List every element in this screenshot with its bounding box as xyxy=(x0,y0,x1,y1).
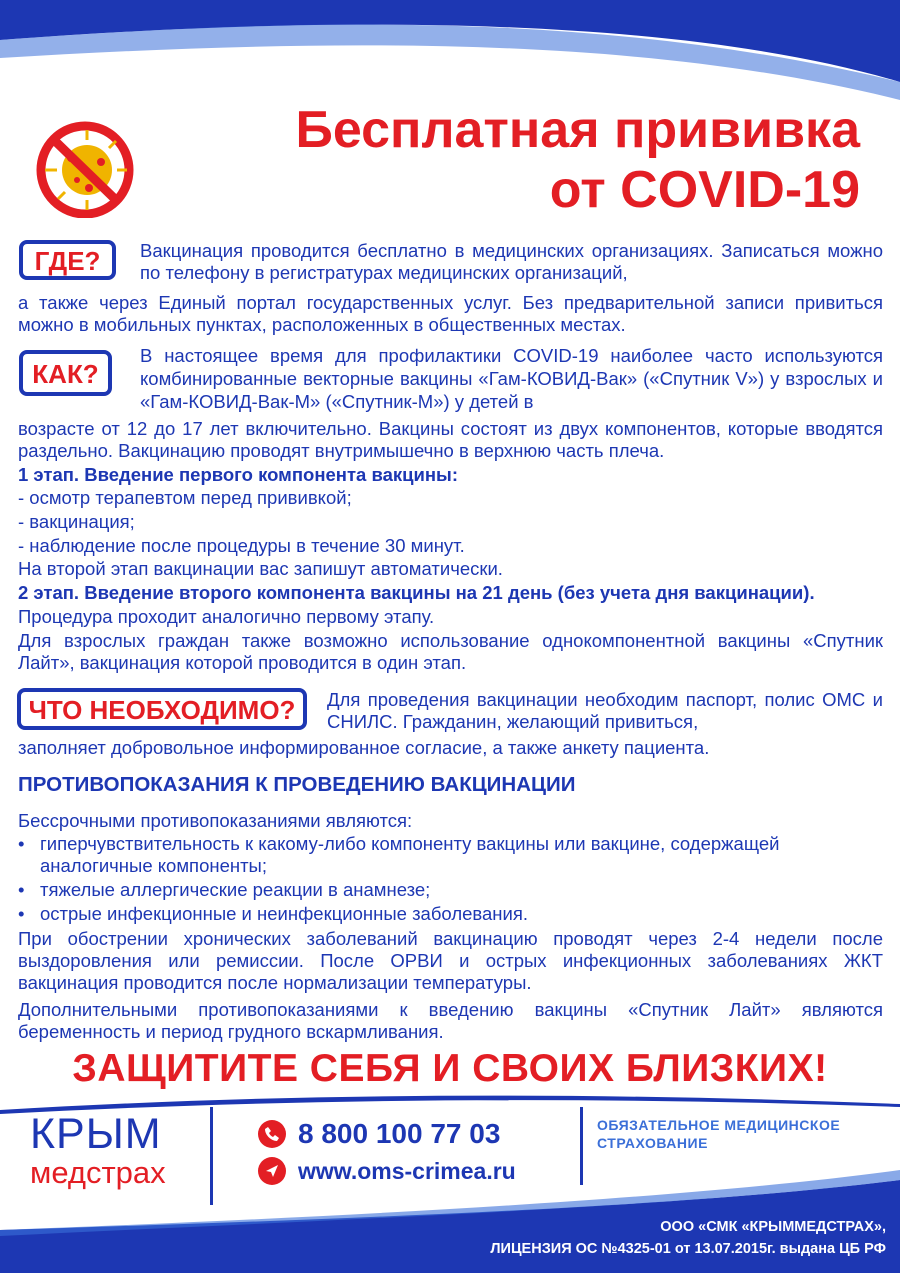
need-lead: Для проведения вакцинации необходим паспорт, полис ОМС и СНИЛС. Гражданин, желающий привиться, xyxy=(327,689,883,732)
contra-intro: Бессрочными противопоказаниями являются: xyxy=(18,810,413,831)
divider xyxy=(580,1107,583,1185)
website-contact[interactable] xyxy=(258,1157,516,1185)
title-line-2: от COVID-19 xyxy=(549,161,860,219)
stage1-item: - осмотр терапевтом перед прививкой; xyxy=(18,487,352,508)
logo-top: КРЫМ xyxy=(30,1110,162,1158)
stage2-title: 2 этап. Введение второго компонента вакцины на 21 день (без учета дня вакцинации). xyxy=(18,582,815,603)
divider xyxy=(210,1107,213,1205)
where-rest: а также через Единый портал государственных услуг. Без предварительной записи привиться можно в мобильных пунктах, расположенных в общественных местах. xyxy=(18,292,883,335)
company-logo xyxy=(30,1112,180,1207)
send-icon xyxy=(258,1157,286,1185)
license-info: ЛИЦЕНЗИЯ ОС №4325-01 от 13.07.2015г. выдана ЦБ РФ xyxy=(490,1241,886,1257)
how-rest: возрасте от 12 до 17 лет включительно. Вакцины состоят из двух компонентов, которые вводятся раздельно. Вакцинацию проводят внутримышечно в верхнюю часть плеча. xyxy=(18,418,883,461)
phone-number: 8 800 100 77 03 xyxy=(298,1118,501,1149)
light-note: Для взрослых граждан также возможно использование однокомпонентной вакцины «Спутник Лайт», вакцинация которой проводится в один этап. xyxy=(18,630,883,673)
stage1-list xyxy=(18,487,883,557)
how-lead: В настоящее время для профилактики COVID-19 наиболее часто используются комбинированные векторные вакцины «Гам-КОВИД-Вак» («Спутник V») у взрослых и «Гам-КОВИД-Вак-М» («Спутник-М») у детей в xyxy=(140,345,883,412)
stage1-note: На второй этап вакцинации вас запишут автоматически. xyxy=(18,558,503,579)
contra-heading: ПРОТИВОПОКАЗАНИЯ К ПРОВЕДЕНИЮ ВАКЦИНАЦИИ xyxy=(18,773,576,796)
no-virus-icon xyxy=(15,118,135,218)
phone-icon xyxy=(258,1120,286,1148)
contra-chronic: При обострении хронических заболеваний вакцинацию проводят через 2-4 недели после выздоровления или ремиссии. После ОРВИ и острых инфекционных заболеваниях ЖКТ вакцинация проводится после нормализации температуры. xyxy=(18,928,883,993)
stage1-title: 1 этап. Введение первого компонента вакцины: xyxy=(18,464,458,485)
oms-label: ОБЯЗАТЕЛЬНОЕ МЕДИЦИНСКОЕ СТРАХОВАНИЕ xyxy=(597,1117,841,1151)
list-item: • тяжелые аллергические реакции в анамнезе; xyxy=(18,879,883,901)
list-item: • гиперчувствительность к какому-либо компоненту вакцины или вакцине, содержащей аналогичные компоненты; xyxy=(18,833,883,877)
list-item: • острые инфекционные и неинфекционные заболевания. xyxy=(18,903,883,925)
stage1-item: - вакцинация; xyxy=(18,511,135,532)
contra-list xyxy=(18,833,883,925)
slogan: ЗАЩИТИТЕ СЕБЯ И СВОИХ БЛИЗКИХ! xyxy=(72,1047,828,1090)
need-rest: заполняет добровольное информированное согласие, а также анкету пациента. xyxy=(18,737,710,758)
stage1-item: - наблюдение после процедуры в течение 30 минут. xyxy=(18,535,465,556)
contra-extra: Дополнительными противопоказаниями к введению вакцины «Спутник Лайт» являются беременность и период грудного вскармливания. xyxy=(18,999,883,1042)
stage2-note: Процедура проходит аналогично первому этапу. xyxy=(18,606,435,627)
where-lead: Вакцинация проводится бесплатно в медицинских организациях. Записаться можно по телефону в регистратурах медицинских организаций, xyxy=(140,240,883,283)
page-title xyxy=(140,100,860,220)
title-line-1: Бесплатная прививка xyxy=(295,101,860,159)
website-link[interactable]: www.oms-crimea.ru xyxy=(298,1157,516,1184)
where-tag: ГДЕ? xyxy=(19,240,116,280)
need-tag: ЧТО НЕОБХОДИМО? xyxy=(17,688,307,730)
phone-contact[interactable] xyxy=(258,1118,500,1150)
logo-bottom: медстрах xyxy=(30,1155,166,1190)
how-tag: КАК? xyxy=(19,350,112,396)
company-name: ООО «СМК «КРЫММЕДСТРАХ», xyxy=(660,1219,886,1235)
